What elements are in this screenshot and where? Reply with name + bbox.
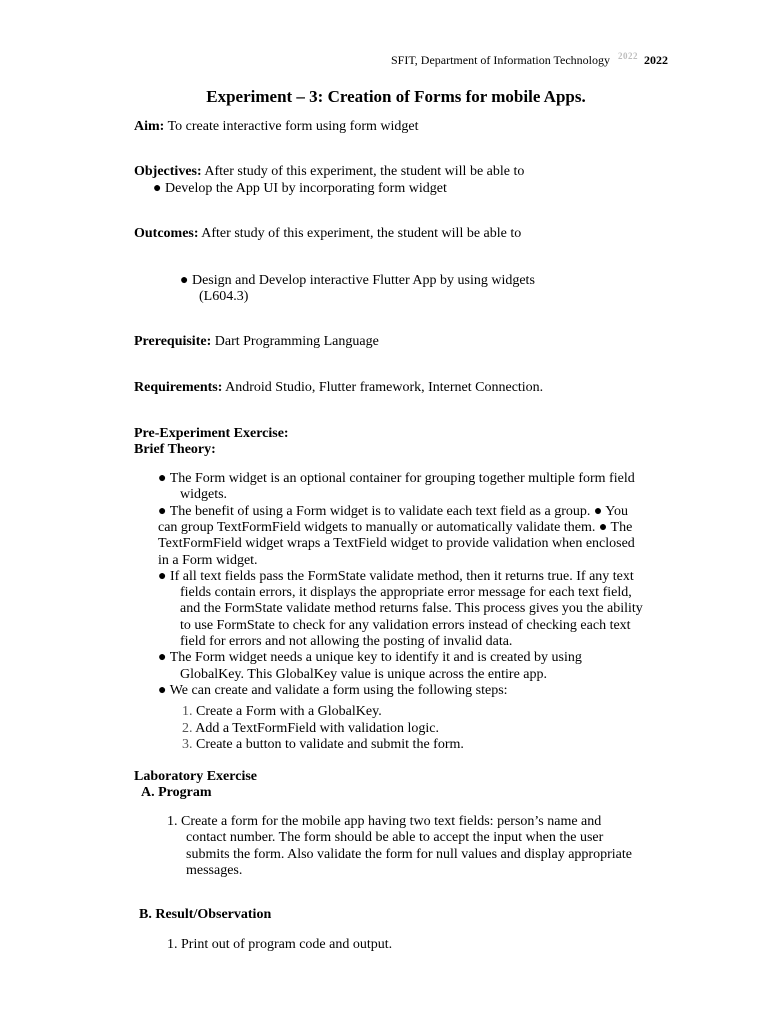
brief-theory-heading: Brief Theory: [134, 442, 216, 457]
prerequisite-text: Dart Programming Language [211, 334, 379, 349]
result-heading: B. Result/Observation [139, 907, 272, 922]
prerequisite-label: Prerequisite: [134, 334, 212, 349]
theory-bullet-2-line3: TextFormField widget wraps a TextField widget to provide validation when enclosed [158, 536, 635, 552]
theory-bullet-4: ● The Form widget needs a unique key to identify it and is created by using [158, 650, 582, 666]
aim-line [134, 119, 419, 135]
page-header [0, 53, 668, 68]
step-item-1: 1. Create a Form with a GlobalKey. [182, 704, 382, 719]
program-task-line4: messages. [186, 862, 243, 878]
form-steps-list [182, 704, 464, 754]
theory-bullet-1: ● The Form widget is an optional container for grouping together multiple form field [158, 471, 635, 486]
program-heading: A. Program [141, 785, 212, 800]
outcomes-label: Outcomes: [134, 226, 199, 241]
theory-bullet-3-line3: and the FormState validate method returns false. This process gives you the ability [180, 601, 643, 617]
objectives-text: After study of this experiment, the student will be able to [201, 164, 525, 179]
prerequisite-line [134, 334, 379, 350]
page-title: Experiment – 3: Creation of Forms for mobile Apps. [206, 87, 586, 106]
step-item-3: 3. Create a button to validate and submit the form. [182, 737, 464, 752]
requirements-label: Requirements: [134, 380, 223, 395]
theory-bullet-3-line2: fields contain errors, it displays the appropriate error message for each text field, [180, 585, 632, 601]
theory-bullet-3-line4: to use FormState to check for any validation errors instead of checking each text [180, 617, 631, 633]
program-task-line1: 1. Create a form for the mobile app having two text fields: person’s name and [167, 814, 602, 829]
theory-bullet-5: ● We can create and validate a form using the following steps: [158, 682, 508, 698]
theory-bullet-2-line2: can group TextFormField widgets to manually or automatically validate them. ● The [158, 520, 633, 535]
requirements-line [134, 380, 543, 396]
header-watermark-year: 2022 [618, 51, 638, 61]
theory-bullet-3-line5: field for errors and not allowing the posting of invalid data. [180, 634, 513, 650]
aim-label: Aim: [134, 119, 165, 134]
objectives-item: ● Develop the App UI by incorporating form widget [153, 181, 447, 196]
header-department: SFIT, Department of Information Technology [391, 53, 610, 67]
laboratory-heading: Laboratory Exercise [134, 769, 257, 784]
outcomes-text: After study of this experiment, the student will be able to [198, 226, 522, 241]
theory-bullet-2-line4: in a Form widget. [158, 552, 258, 568]
theory-bullet-4-line2: GlobalKey. This GlobalKey value is unique across the entire app. [180, 666, 548, 682]
theory-block [158, 471, 703, 520]
pre-experiment-heading: Pre-Experiment Exercise: [134, 426, 289, 441]
program-task-line3: submits the form. Also validate the form for null values and display appropriate [186, 846, 632, 862]
program-task [167, 814, 707, 879]
theory-bullet-3: ● If all text fields pass the FormState validate method, then it returns true. If any text [158, 568, 634, 584]
theory-bullet-1-cont: widgets. [180, 487, 228, 503]
objectives-label: Objectives: [134, 164, 202, 179]
program-task-line2: contact number. The form should be able to accept the input when the user [186, 830, 604, 846]
outcomes-item-code: (L604.3) [199, 289, 249, 304]
aim-text: To create interactive form using form widget [164, 119, 419, 134]
header-year: 2022 [644, 53, 668, 67]
outcomes-line [134, 226, 521, 242]
step-item-2: 2. Add a TextFormField with validation logic. [182, 720, 439, 736]
theory-block-2 [158, 520, 703, 699]
requirements-text: Android Studio, Flutter framework, Internet Connection. [222, 380, 544, 395]
theory-bullet-2: ● The benefit of using a Form widget is to validate each text field as a group. ● You [158, 503, 629, 519]
outcomes-item: ● Design and Develop interactive Flutter App by using widgets [180, 273, 535, 288]
result-item: 1. Print out of program code and output. [167, 937, 393, 952]
objectives-line [134, 164, 524, 180]
